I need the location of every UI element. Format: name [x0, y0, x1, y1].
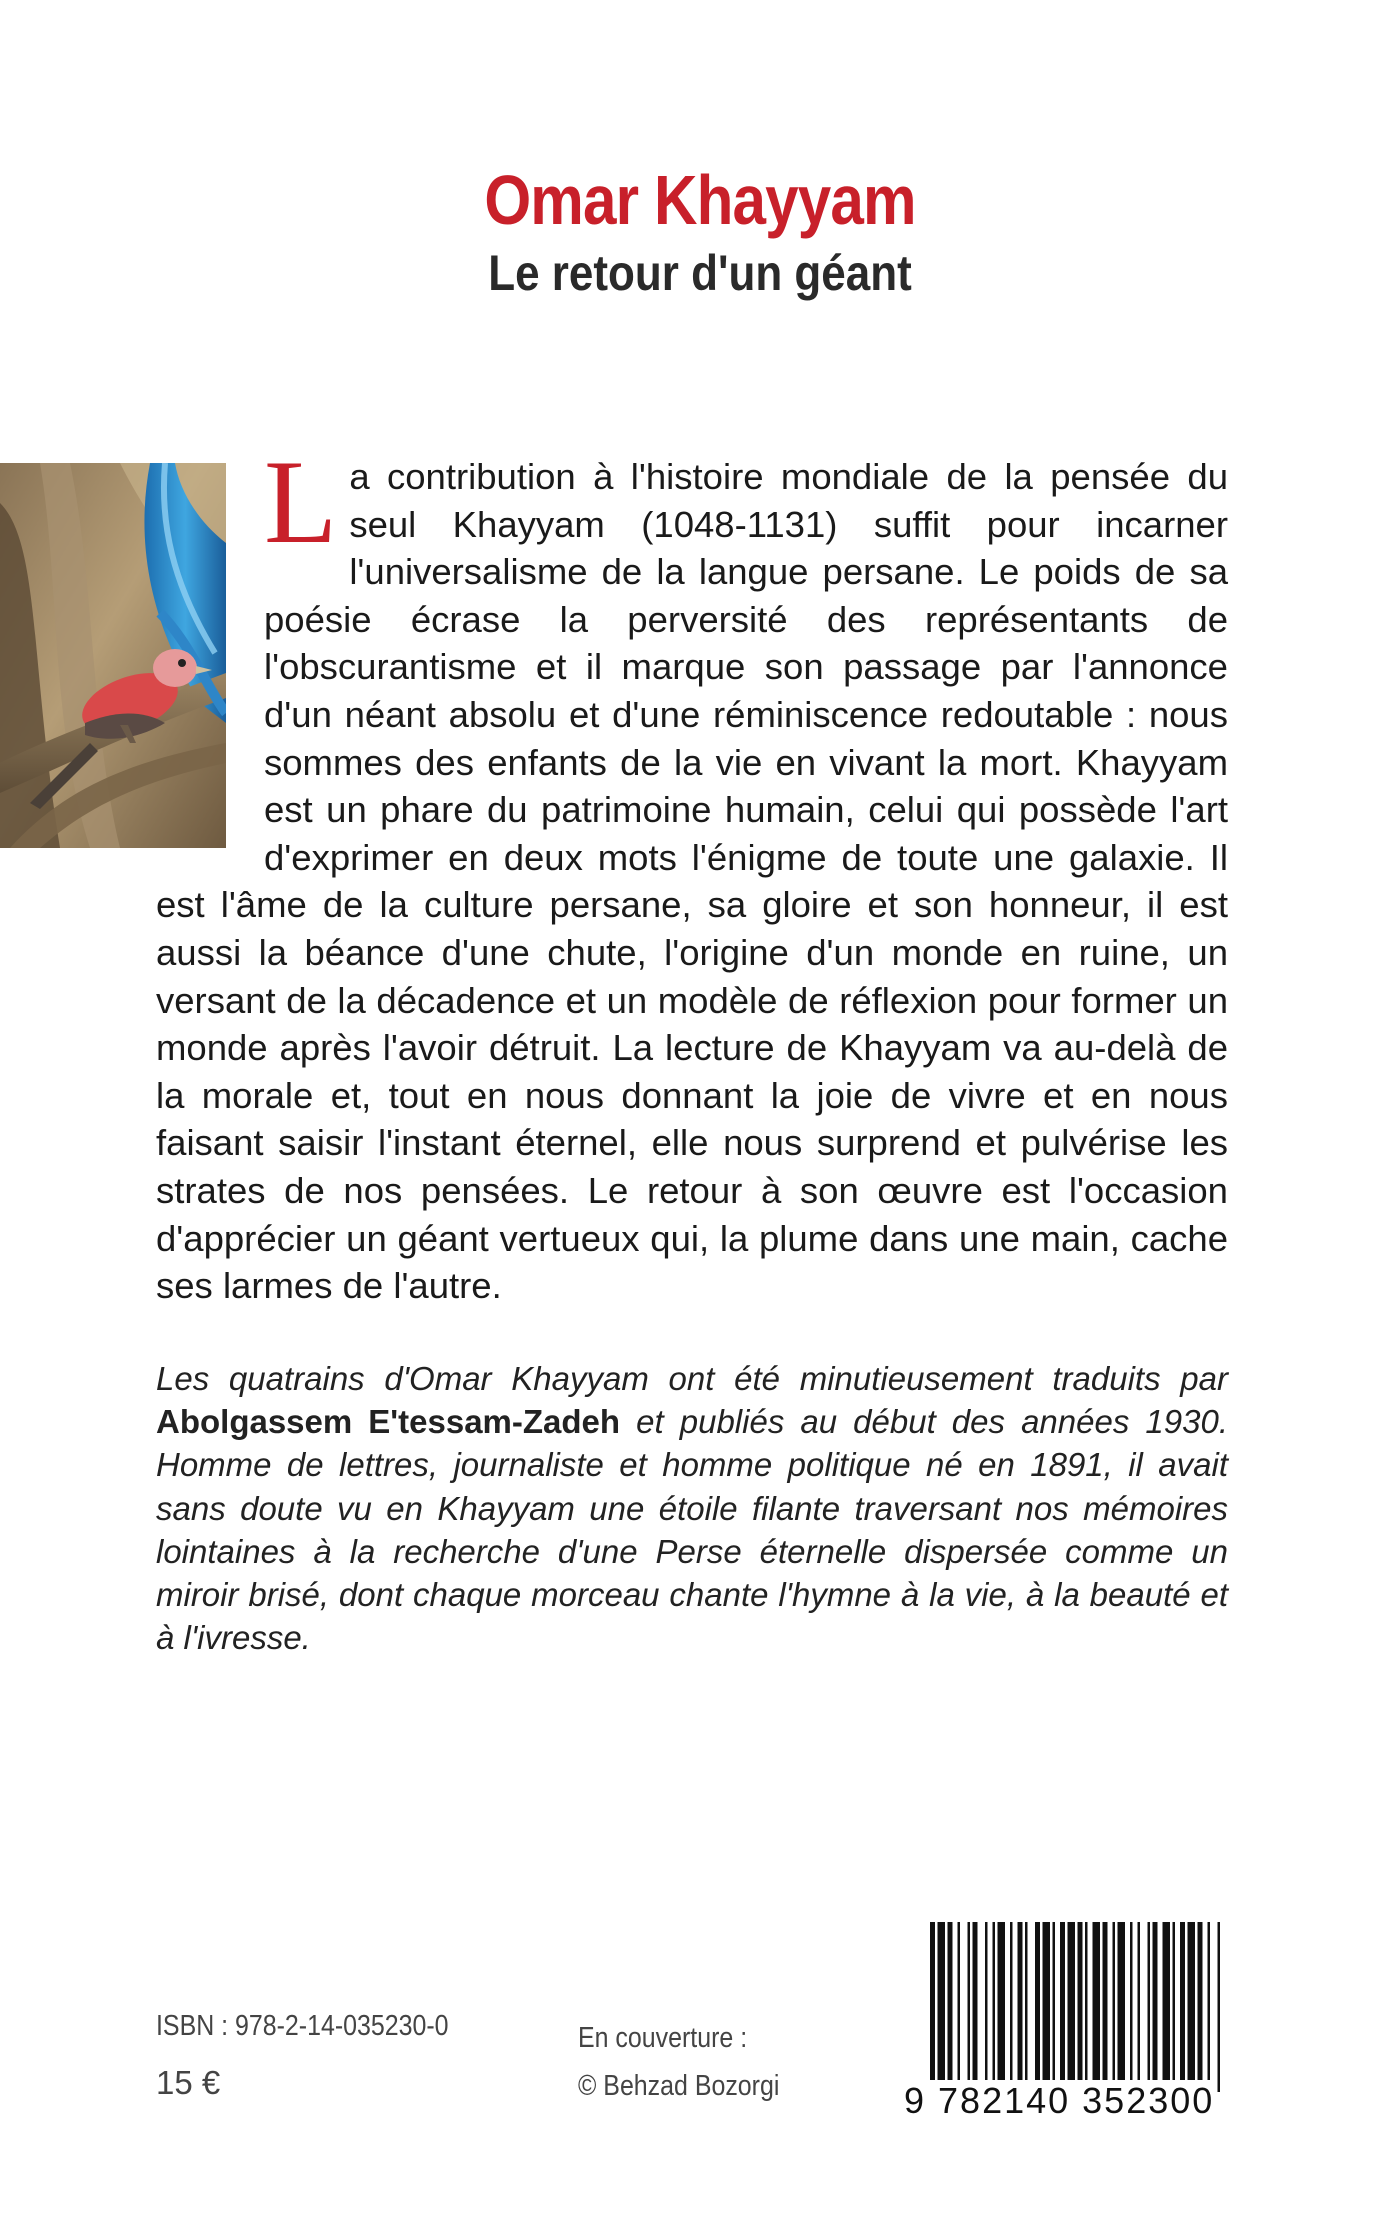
barcode-digits: 9 782140 352300 — [904, 2080, 1215, 2121]
barcode-bar — [1153, 1922, 1158, 2092]
barcode-bars — [930, 1922, 1220, 2092]
barcode-bar — [938, 1922, 946, 2092]
drop-cap: L — [264, 435, 338, 568]
barcode-bar — [1218, 1922, 1221, 2092]
barcode-bar — [1173, 1922, 1176, 2092]
barcode-bar — [973, 1922, 978, 2092]
isbn: ISBN : 978-2-14-035230-0 — [156, 2010, 449, 2042]
cover-credit: © Behzad Bozorgi — [578, 2070, 780, 2102]
back-cover-text — [156, 435, 1228, 1310]
barcode-bar — [1068, 1922, 1076, 2092]
barcode-bar — [1018, 1922, 1023, 2092]
barcode-bar — [1053, 1922, 1056, 2092]
barcode-bar — [930, 1922, 935, 2092]
translation-note-rest: et publiés au début des années 1930. Homme de lettres, journaliste et homme politique né en 1891, il avait sans doute vu en Khayyam une étoile filante traversant nos mémoires lointaines à la recherche d'une Perse éternelle dispersée comme un miroir brisé, dont chaque morceau chante l'hymne à la vie, à la beauté et à l'ivresse. — [156, 1403, 1228, 1657]
barcode-bar — [1085, 1922, 1088, 2092]
barcode-bar — [985, 1922, 988, 2092]
barcode-bar — [1148, 1922, 1151, 2092]
barcode-bar — [1025, 1922, 1028, 2092]
header — [0, 160, 1400, 304]
barcode-bar — [1093, 1922, 1101, 2092]
barcode-bar — [1010, 1922, 1013, 2092]
translator-name: Abolgassem E'tessam-Zadeh — [156, 1403, 621, 1441]
barcode-bar — [1163, 1922, 1171, 2092]
barcode-bar — [968, 1922, 971, 2092]
barcode-bar — [1060, 1922, 1065, 2092]
price: 15 € — [156, 2064, 221, 2101]
translation-note-intro: Les quatrains d'Omar Khayyam ont été minutieusement traduits par — [156, 1360, 1228, 1397]
body-paragraph: a contribution à l'histoire mondiale de la pensée du seul Khayyam (1048-1131) suffit pour incarner l'universalisme de la langue persane. Le poids de sa poésie écrase la perversité des représentants de l'obscurantisme et il marque son passage par l'annonce d'un néant absolu et d'une réminiscence redoutable : nous sommes des enfants de la vie en vivant la mort. Khayyam est un phare du patrimoine humain, celui qui possède l'art d'exprimer en deux mots l'énigme de toute une galaxie. Il est l'âme de la culture persane, sa gloire et son honneur, il est aussi la béance d'une chute, l'origine d'un monde en ruine, un versant de la décadence et un modèle de réflexion pour former un monde après l'avoir détruit. La lecture de Khayyam va au-delà de la morale et, tout en nous donnant la joie de vivre et en nous faisant saisir l'instant éternel, elle nous surprend et pulvérise les strates de nos pensées. Le retour à son œuvre est l'occasion d'apprécier un géant vertueux qui, la plume dans une main, cache ses larmes de l'autre. — [156, 456, 1228, 1307]
barcode-bar — [1198, 1922, 1203, 2092]
barcode-bar — [1078, 1922, 1083, 2092]
book-title: Omar Khayyam — [484, 161, 916, 239]
barcode-bar — [1043, 1922, 1051, 2092]
barcode-bar — [1180, 1922, 1185, 2092]
translation-note — [156, 1357, 1228, 1659]
barcode-bar — [1113, 1922, 1116, 2092]
barcode-bar — [1188, 1922, 1196, 2092]
barcode-bar — [998, 1922, 1006, 2092]
barcode-bar — [958, 1922, 961, 2092]
cover-credit-label: En couverture : — [578, 2022, 748, 2054]
barcode — [902, 1922, 1232, 2124]
barcode-bar — [1138, 1922, 1141, 2092]
book-subtitle: Le retour d'un géant — [488, 245, 912, 301]
barcode-bar — [1103, 1922, 1108, 2092]
barcode-bar — [948, 1922, 953, 2092]
barcode-bar — [1208, 1922, 1211, 2092]
barcode-bar — [993, 1922, 996, 2092]
barcode-bar — [1130, 1922, 1133, 2092]
barcode-bar — [1035, 1922, 1040, 2092]
barcode-bar — [1118, 1922, 1126, 2092]
